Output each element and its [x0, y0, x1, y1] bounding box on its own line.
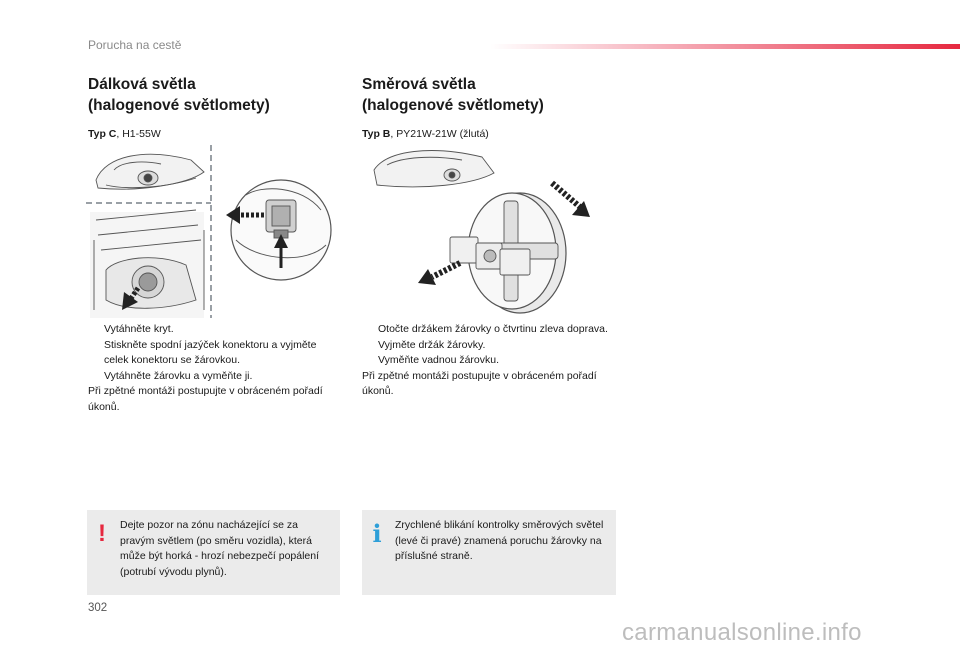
- list-item: [362, 322, 617, 338]
- list-item: [88, 338, 343, 369]
- step-text: Vytáhněte žárovku a vyměňte ji.: [104, 369, 253, 382]
- step-text: Vyjměte držák žárovky.: [378, 338, 486, 351]
- turn-signal-bulb-type: [362, 128, 617, 140]
- bullet-pointer-icon: [88, 322, 104, 338]
- turn-signal-type-label: Typ B: [362, 128, 391, 140]
- page-number: 302: [88, 602, 108, 614]
- header-accent-bar: [490, 44, 960, 49]
- bullet-pointer-icon: [362, 353, 378, 369]
- high-beam-bulb-type: [88, 128, 343, 140]
- section-high-beam: [88, 74, 343, 140]
- bullet-pointer-icon: [88, 369, 104, 385]
- warning-exclamation-icon: !: [98, 520, 106, 547]
- info-icon: i: [372, 519, 382, 548]
- warning-text: Dejte pozor na zónu nacházející se za pravým světlem (po směru vozidla), která může být horká - hrozí nebezpečí popálení (potrubí vývodu plynů).: [120, 519, 320, 578]
- high-beam-illustration: [86, 140, 342, 320]
- info-box: [362, 510, 616, 595]
- bullet-pointer-icon: [88, 338, 104, 369]
- reassembly-note: Při zpětné montáži postupujte v obráceném pořadí úkonů.: [362, 369, 597, 397]
- list-item: [362, 338, 617, 354]
- high-beam-title-line1: Dálková světla: [88, 76, 196, 93]
- watermark: carmanualsonline.info: [622, 619, 862, 646]
- high-beam-title-line2: (halogenové světlomety): [88, 97, 270, 114]
- rotate-holder-arrow-icon: [552, 183, 590, 217]
- high-beam-type-label: Typ C: [88, 128, 117, 140]
- high-beam-steps: [88, 322, 343, 415]
- turn-signal-illustration: [372, 145, 602, 315]
- turn-signal-title: [362, 74, 617, 116]
- warning-box: [87, 510, 340, 595]
- bullet-pointer-icon: [362, 338, 378, 354]
- info-text: Zrychlené blikání kontrolky směrových světel (levé či pravé) znamená poruchu žárovky na příslušné straně.: [395, 519, 604, 562]
- step-text: Vyměňte vadnou žárovku.: [378, 354, 500, 366]
- list-item: [88, 322, 343, 338]
- section-turn-signal: [362, 74, 617, 140]
- turn-signal-steps: [362, 322, 617, 400]
- step-text: Vytáhněte kryt.: [104, 323, 174, 335]
- bullet-pointer-icon: [362, 322, 378, 338]
- turn-signal-title-line2: (halogenové světlomety): [362, 97, 544, 114]
- remove-holder-arrow-icon: [418, 263, 460, 285]
- turn-signal-type-value: , PY21W-21W (žlutá): [390, 128, 489, 140]
- turn-signal-title-line1: Směrová světla: [362, 76, 476, 93]
- header-section-title: Porucha na cestě: [88, 38, 182, 52]
- high-beam-type-value: , H1-55W: [116, 128, 161, 140]
- step-text: Otočte držákem žárovky o čtvrtinu zleva doprava.: [378, 323, 608, 335]
- high-beam-title: [88, 74, 343, 116]
- list-item: [88, 369, 343, 385]
- reassembly-note: Při zpětné montáži postupujte v obráceném pořadí úkonů.: [88, 385, 323, 413]
- step-text: Stiskněte spodní jazýček konektoru a vyjměte celek konektoru se žárovkou.: [104, 338, 317, 366]
- list-item: [362, 353, 617, 369]
